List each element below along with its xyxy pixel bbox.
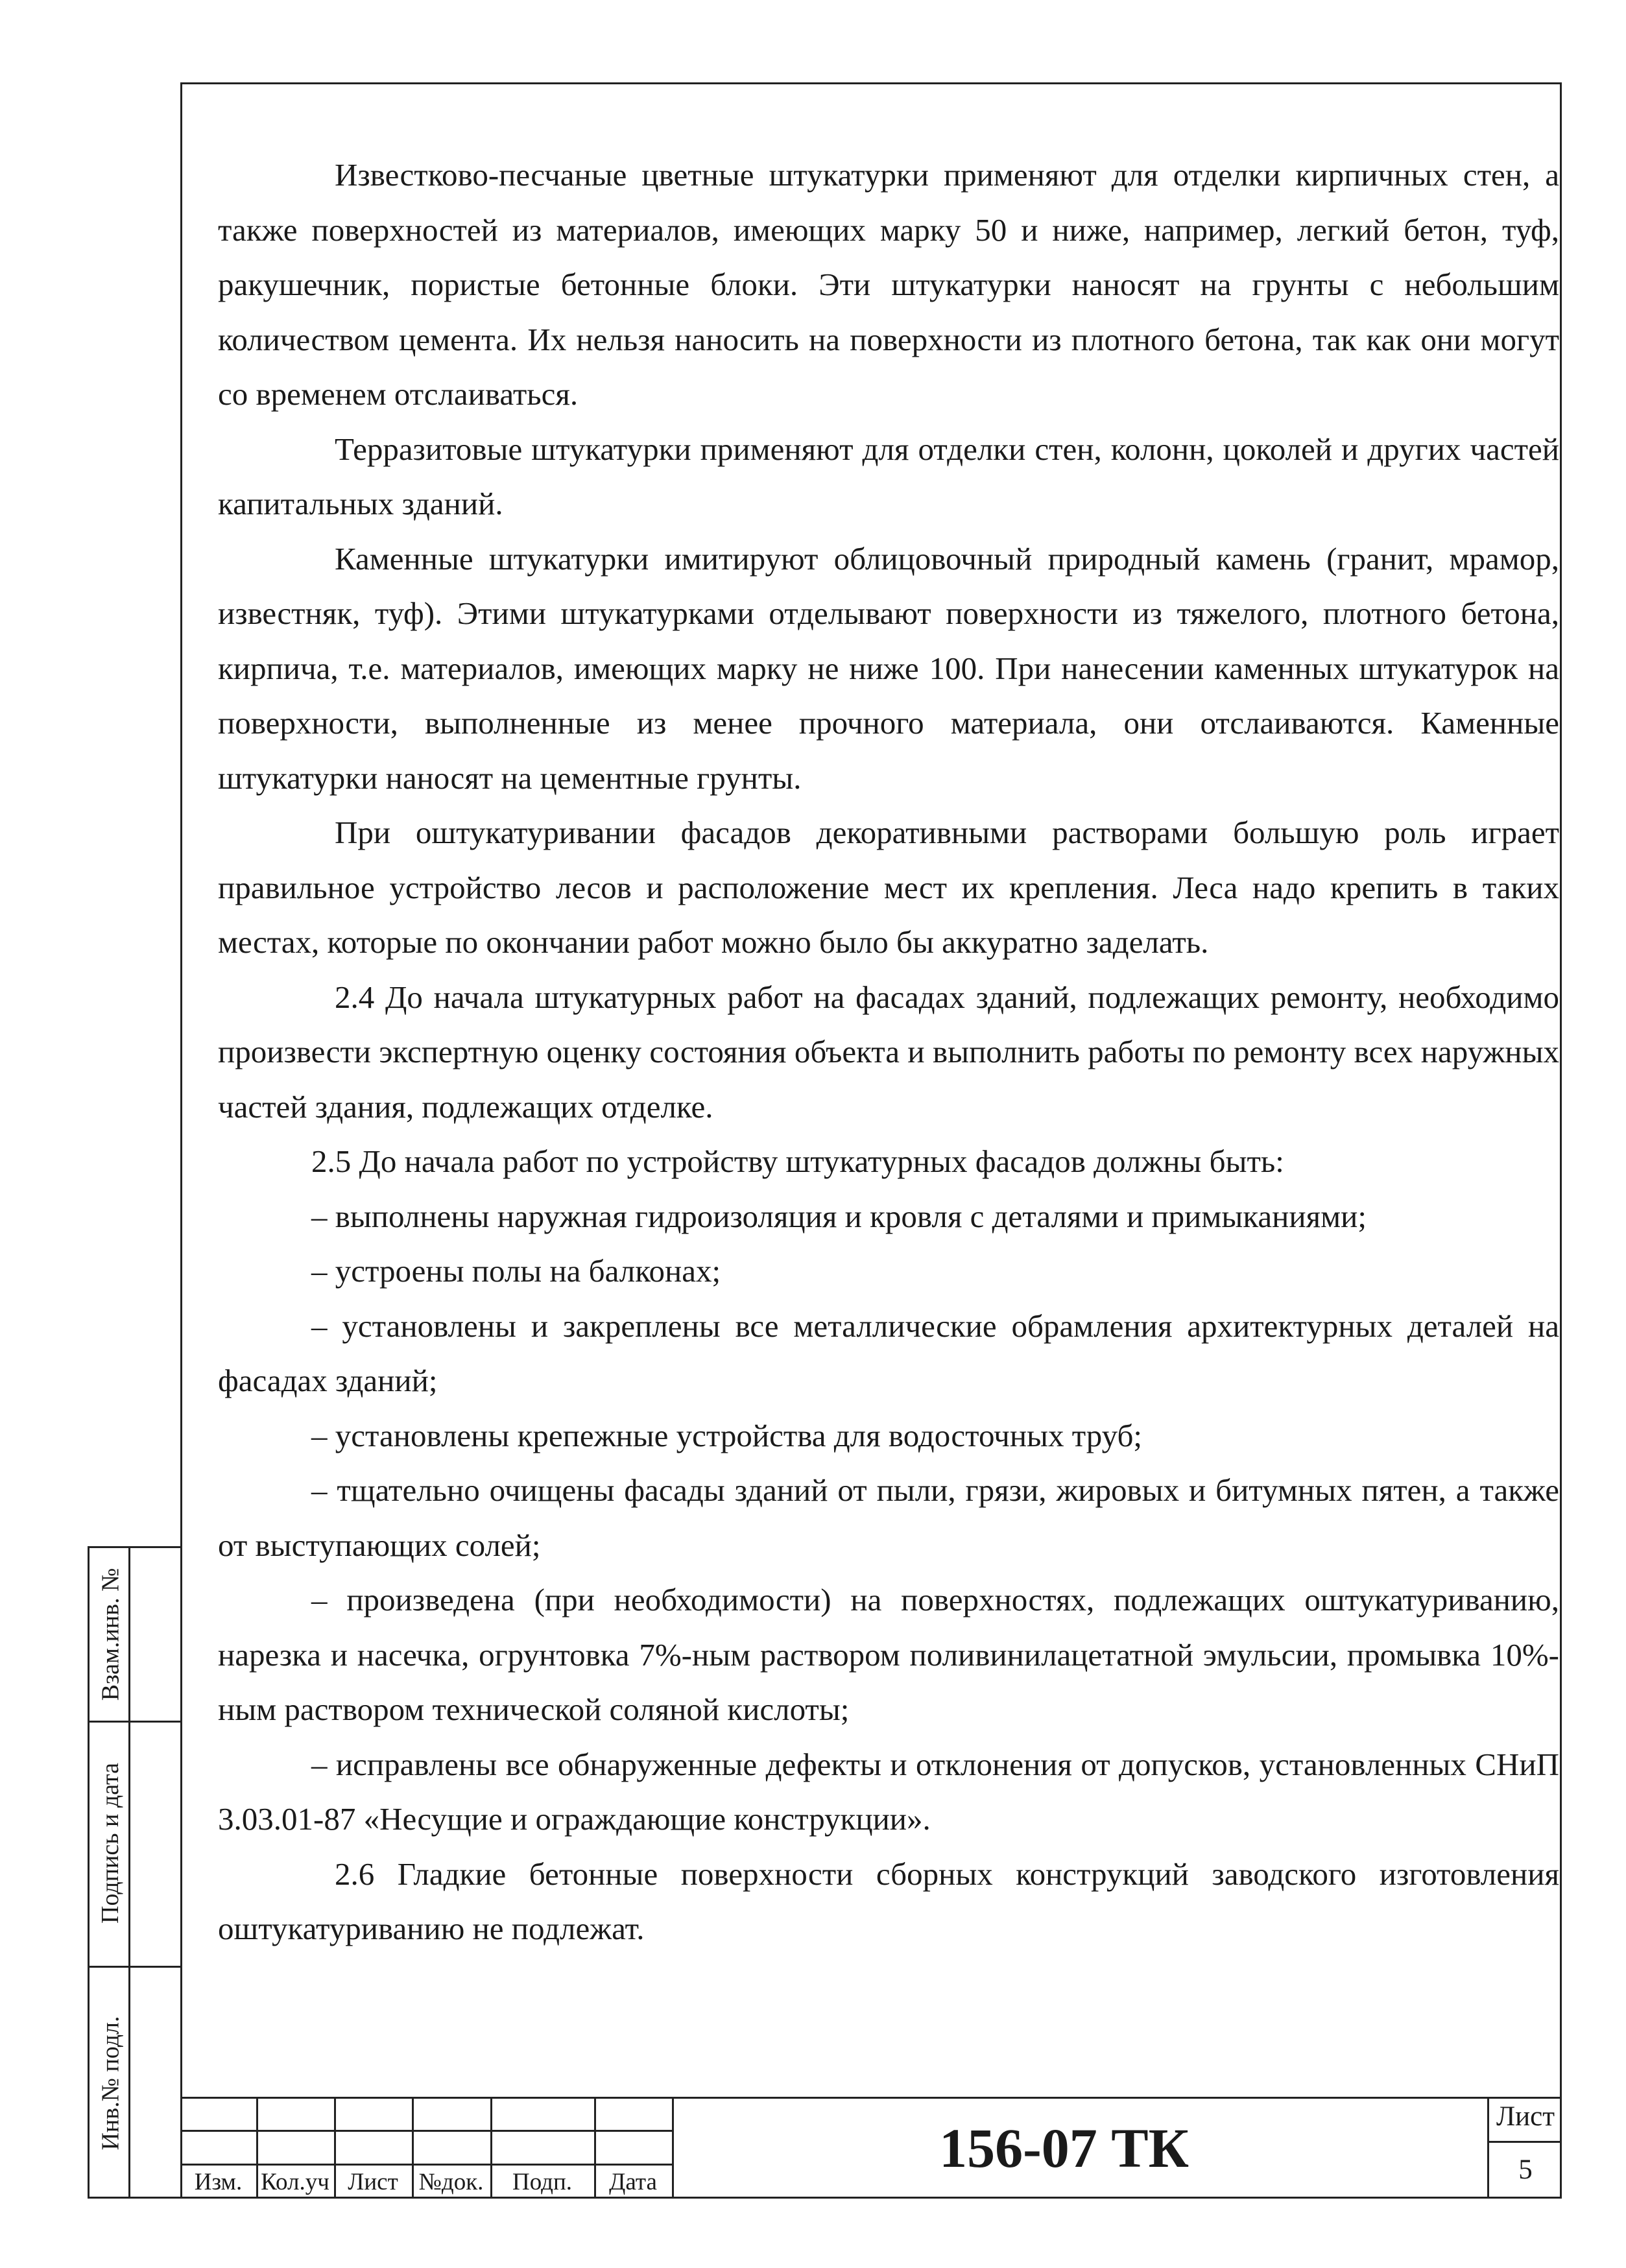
- col-signature-label: Подп.: [512, 2169, 573, 2195]
- sheet-number: 5: [1518, 2154, 1533, 2185]
- paragraph-stone-plaster: Каменные штукатурки имитируют облицовочный природный камень (гранит, мрамор, известняк, туф). Этими штукатурками отделывают поверхности из тяжелого, плотного бетона, кирпича, т.е. материалов, имеющих марку не ниже 100. При нанесении каменных штукатурок на поверхности, выполненные из менее прочного материала, они отслаиваются. Каменные штукатурки наносят на цементные грунты.: [218, 540, 1559, 796]
- col-docnum-label: №док.: [418, 2169, 484, 2195]
- title-block-line: [180, 2164, 672, 2166]
- title-block-line: [180, 2130, 672, 2132]
- title-block-line: [1489, 2141, 1562, 2143]
- list-item: – тщательно очищены фасады зданий от пыли, грязи, жировых и битумных пятен, а также от выступающих солей;: [218, 1472, 1559, 1563]
- col-sheet-label: Лист: [348, 2169, 398, 2195]
- title-block-line: [180, 2097, 672, 2099]
- paragraph-scaffolding: При оштукатуривании фасадов декоративными растворами большую роль играет правильное устройство лесов и расположение мест их крепления. Леса надо крепить в таких местах, которые по окончании работ можно было бы аккуратно заделать.: [218, 815, 1559, 960]
- list-item: – установлены крепежные устройства для водосточных труб;: [311, 1417, 1142, 1453]
- swap-inv-label: Взам.инв. №: [97, 1568, 125, 1701]
- paragraph-2-5: 2.5 До начала работ по устройству штукатурных фасадов должны быть:: [311, 1143, 1284, 1179]
- col-change-label: Изм.: [194, 2169, 243, 2195]
- sign-date-label-cell: [92, 1721, 128, 1966]
- sign-date-label: Подпись и дата: [97, 1762, 125, 1924]
- paragraph-terrazite-plaster: Терразитовые штукатурки применяют для отделки стен, колонн, цоколей и других частей капитальных зданий.: [218, 431, 1559, 521]
- side-stamp: [88, 1546, 182, 2199]
- paragraph-2-4: 2.4 До начала штукатурных работ на фасадах зданий, подлежащих ремонту, необходимо произвести экспертную оценку состояния объекта и выполнить работы по ремонту всех наружных частей здания, подлежащих отделке.: [218, 979, 1559, 1125]
- side-stamp-divider: [128, 1548, 130, 2197]
- list-item: – устроены полы на балконах;: [311, 1253, 721, 1289]
- list-item: – исправлены все обнаруженные дефекты и отклонения от допусков, установленных СНиП 3.03.01-87 «Несущие и ограждающие конструкции».: [218, 1746, 1559, 1837]
- list-item: – произведена (при необходимости) на поверхностях, подлежащих оштукатуриванию, нарезка и насечка, огрунтовка 7%-ным раствором поливинилацетатной эмульсии, промывка 10%-ным раствором технической соляной кислоты;: [218, 1582, 1559, 1727]
- list-item: – выполнены наружная гидроизоляция и кровля с деталями и примыканиями;: [311, 1198, 1367, 1234]
- paragraph-2-6: 2.6 Гладкие бетонные поверхности сборных конструкций заводского изготовления оштукатуриванию не подлежат.: [218, 1856, 1559, 1946]
- title-block: [180, 2097, 1562, 2199]
- inv-original-label: Инв.№ подл.: [97, 2016, 125, 2151]
- document-body: [218, 148, 1559, 1957]
- list-item: – установлены и закреплены все металлические обрамления архитектурных деталей на фасадах зданий;: [218, 1307, 1559, 1398]
- col-count-label: Кол.уч: [261, 2169, 329, 2195]
- document-code: 156-07 ТК: [939, 2116, 1189, 2179]
- inv-original-label-cell: [92, 1966, 128, 2201]
- paragraph-lime-sand-plaster: Известково-песчаные цветные штукатурки применяют для отделки кирпичных стен, а также поверхностей из материалов, имеющих марку 50 и ниже, например, легкий бетон, туф, ракушечник, пористые бетонные блоки. Эти штукатурки наносят на грунты с небольшим количеством цемента. Их нельзя наносить на поверхности из плотного бетона, так как они могут со временем отслаиваться.: [218, 157, 1559, 412]
- sheet-label: Лист: [1496, 2101, 1555, 2132]
- col-date-label: Дата: [609, 2169, 657, 2195]
- swap-inv-label-cell: [92, 1548, 128, 1721]
